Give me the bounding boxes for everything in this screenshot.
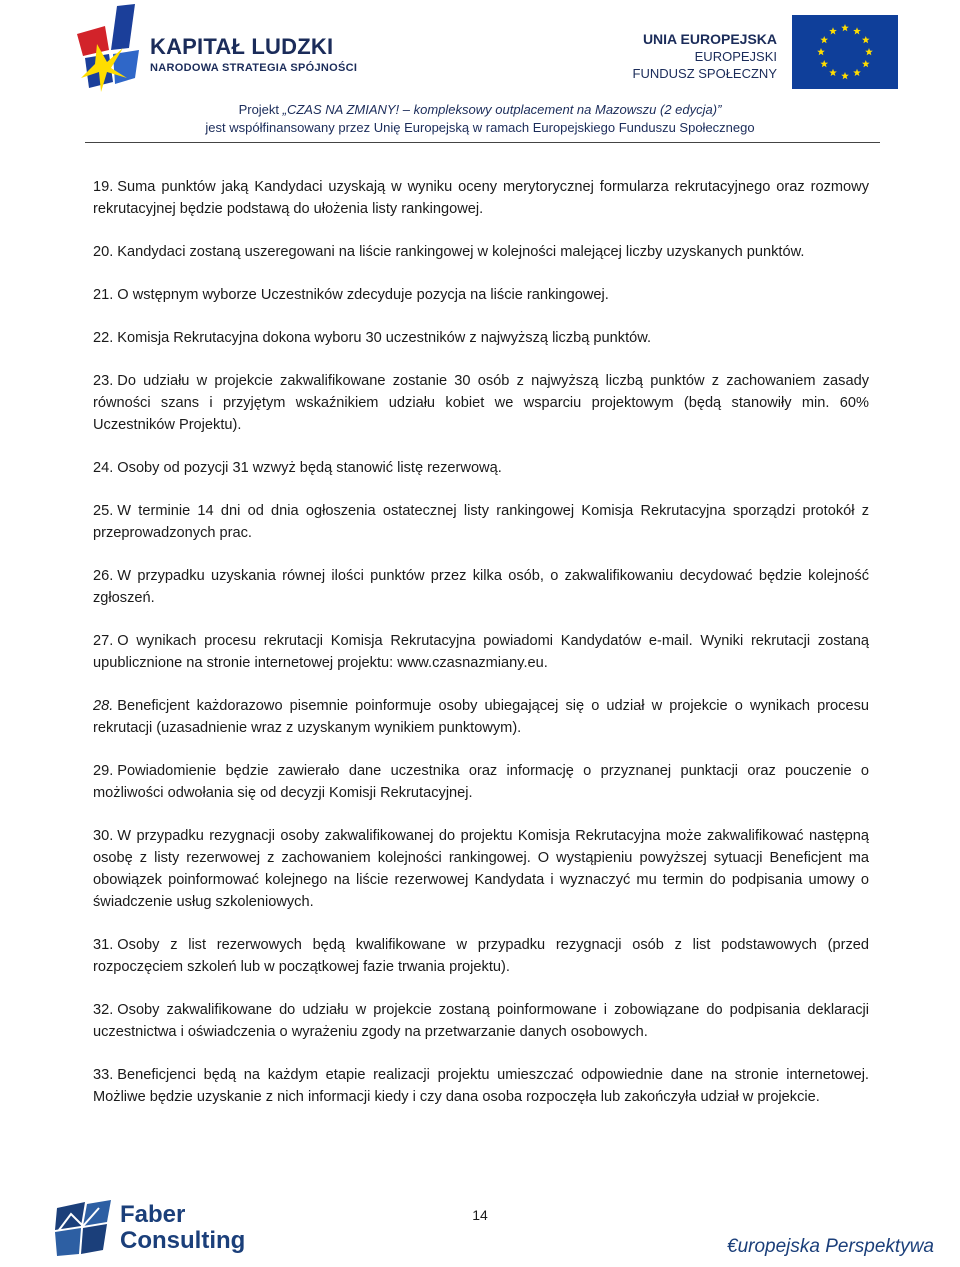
kapital-ludzki-logo	[75, 4, 147, 96]
item-number: 27.	[93, 633, 114, 649]
item-number: 25.	[93, 503, 114, 519]
item-number: 22.	[93, 330, 114, 346]
cofinance-line: jest współfinansowany przez Unię Europejską w ramach Europejskiego Funduszu Społecznego	[205, 120, 755, 135]
item-number: 30.	[93, 828, 114, 844]
list-item	[93, 934, 869, 978]
eu-flag-icon	[792, 15, 898, 89]
item-number: 21.	[93, 287, 114, 303]
item-text: Suma punktów jaką Kandydaci uzyskają w wyniku oceny merytorycznej formularza rekrutacyjnego oraz rozmowy rekrutacyjnej będzie podstawą do ułożenia listy rankingowej.	[93, 179, 869, 217]
item-number: 28.	[93, 698, 114, 714]
item-text: W terminie 14 dni od dnia ogłoszenia ostatecznej listy rankingowej Komisja Rekrutacyjna sporządzi protokół z przeprowadzonych prac.	[93, 503, 869, 541]
list-item	[93, 695, 869, 739]
item-number: 23.	[93, 373, 114, 389]
item-text: W przypadku uzyskania równej ilości punktów przez kilka osób, o zakwalifikowaniu decydować będzie kolejność zgłoszeń.	[93, 568, 869, 606]
eu-line-1: UNIA EUROPEJSKA	[642, 31, 777, 47]
item-text: Kandydaci zostaną uszeregowani na liście rankingowej w kolejności malejącej liczby uzyskanych punktów.	[117, 244, 805, 260]
document-body	[93, 176, 869, 1129]
footer-brand-line-1: Faber	[120, 1201, 186, 1228]
eu-line-2: EUROPEJSKI	[694, 49, 777, 64]
footer-tagline: €uropejska Perspektywa	[727, 1236, 934, 1257]
item-number: 29.	[93, 763, 114, 779]
item-text: Osoby zakwalifikowane do udziału w projekcie zostaną poinformowane i zobowiązane do podpisania deklaracji uczestnictwa i oświadczenia o wyrażeniu zgody na przetwarzanie danych osobowych.	[93, 1002, 869, 1040]
project-name: „CZAS NA ZMIANY! – kompleksowy outplacement na Mazowszu (2 edycja)”	[282, 102, 722, 117]
page-number: 14	[472, 1207, 488, 1223]
list-item	[93, 457, 869, 479]
item-text: Komisja Rekrutacyjna dokona wyboru 30 uczestników z najwyższą liczbą punktów.	[117, 330, 652, 346]
item-number: 24.	[93, 460, 114, 476]
list-item	[93, 630, 869, 674]
item-number: 32.	[93, 1002, 114, 1018]
item-text: Beneficjent każdorazowo pisemnie poinformuje osoby ubiegającej się o udział w projekcie o wynikach procesu rekrutacji (uzasadnienie wraz z uzyskanym wynikiem punktowym).	[93, 698, 869, 736]
item-text: O wynikach procesu rekrutacji Komisja Rekrutacyjna powiadomi Kandydatów e-mail. Wyniki rekrutacji zostaną upublicznione na stronie internetowej projektu: www.czasnazmiany.eu.	[93, 633, 869, 671]
item-number: 33.	[93, 1067, 114, 1083]
list-item	[93, 284, 869, 306]
project-prefix: Projekt	[238, 102, 283, 117]
project-title-line	[0, 101, 960, 119]
brand-title: KAPITAŁ LUDZKI	[150, 34, 334, 59]
item-text: W przypadku rezygnacji osoby zakwalifikowanej do projektu Komisja Rekrutacyjna może zakwalifikować następną osobę z listy rezerwowej z zachowaniem kolejności rankingowej. O wystąpieniu powyższej sytuacji Beneficjent ma obowiązek poinformować kolejnego na liście rezerwowej Kandydata i wyznaczyć mu termin do podpisania umowy o świadczenie usług szkoleniowych.	[93, 828, 869, 910]
brand-subtitle: NARODOWA STRATEGIA SPÓJNOŚCI	[150, 62, 358, 74]
eu-line-3: FUNDUSZ SPOŁECZNY	[632, 66, 777, 81]
item-text: Powiadomienie będzie zawierało dane uczestnika oraz informację o przyznanej punktacji oraz pouczenie o możliwości odwołania się od decyzji Komisji Rekrutacyjnej.	[93, 763, 869, 801]
list-item	[93, 327, 869, 349]
eu-label	[633, 30, 777, 82]
list-item	[93, 565, 869, 609]
item-text: Beneficjenci będą na każdym etapie realizacji projektu umieszczać odpowiednie dane na stronie internetowej. Możliwe będzie uzyskanie z nich informacji kiedy i czy dana osoba rozpoczęła lub zakończyła udział w projekcie.	[93, 1067, 869, 1105]
footer-brand-line-2: Consulting	[120, 1227, 246, 1254]
item-number: 31.	[93, 937, 114, 953]
list-item	[93, 999, 869, 1043]
item-number: 26.	[93, 568, 114, 584]
list-item	[93, 241, 869, 263]
page-footer	[0, 1190, 960, 1267]
item-text: O wstępnym wyborze Uczestników zdecyduje pozycja na liście rankingowej.	[117, 287, 609, 303]
list-item	[93, 176, 869, 220]
list-item	[93, 760, 869, 804]
list-item	[93, 825, 869, 913]
item-number: 20.	[93, 244, 114, 260]
header-divider	[85, 142, 880, 143]
item-number: 19.	[93, 179, 114, 195]
item-text: Do udziału w projekcie zakwalifikowane zostanie 30 osób z najwyższą liczbą punktów z zachowaniem zasady równości szans i przyjętym wskaźnikiem udziału kobiet we wsparciu projektowym (będą stanowiły min. 60% Uczestników Projektu).	[93, 373, 869, 433]
item-text: Osoby z list rezerwowych będą kwalifikowane w przypadku rezygnacji osób z list podstawowych (przed rozpoczęciem szkoleń lub w początkowej fazie trwania projektu).	[93, 937, 869, 975]
list-item	[93, 500, 869, 544]
item-text: Osoby od pozycji 31 wzwyż będą stanowić listę rezerwową.	[117, 460, 502, 476]
list-item	[93, 370, 869, 436]
list-item	[93, 1064, 869, 1108]
page-header	[0, 0, 960, 145]
